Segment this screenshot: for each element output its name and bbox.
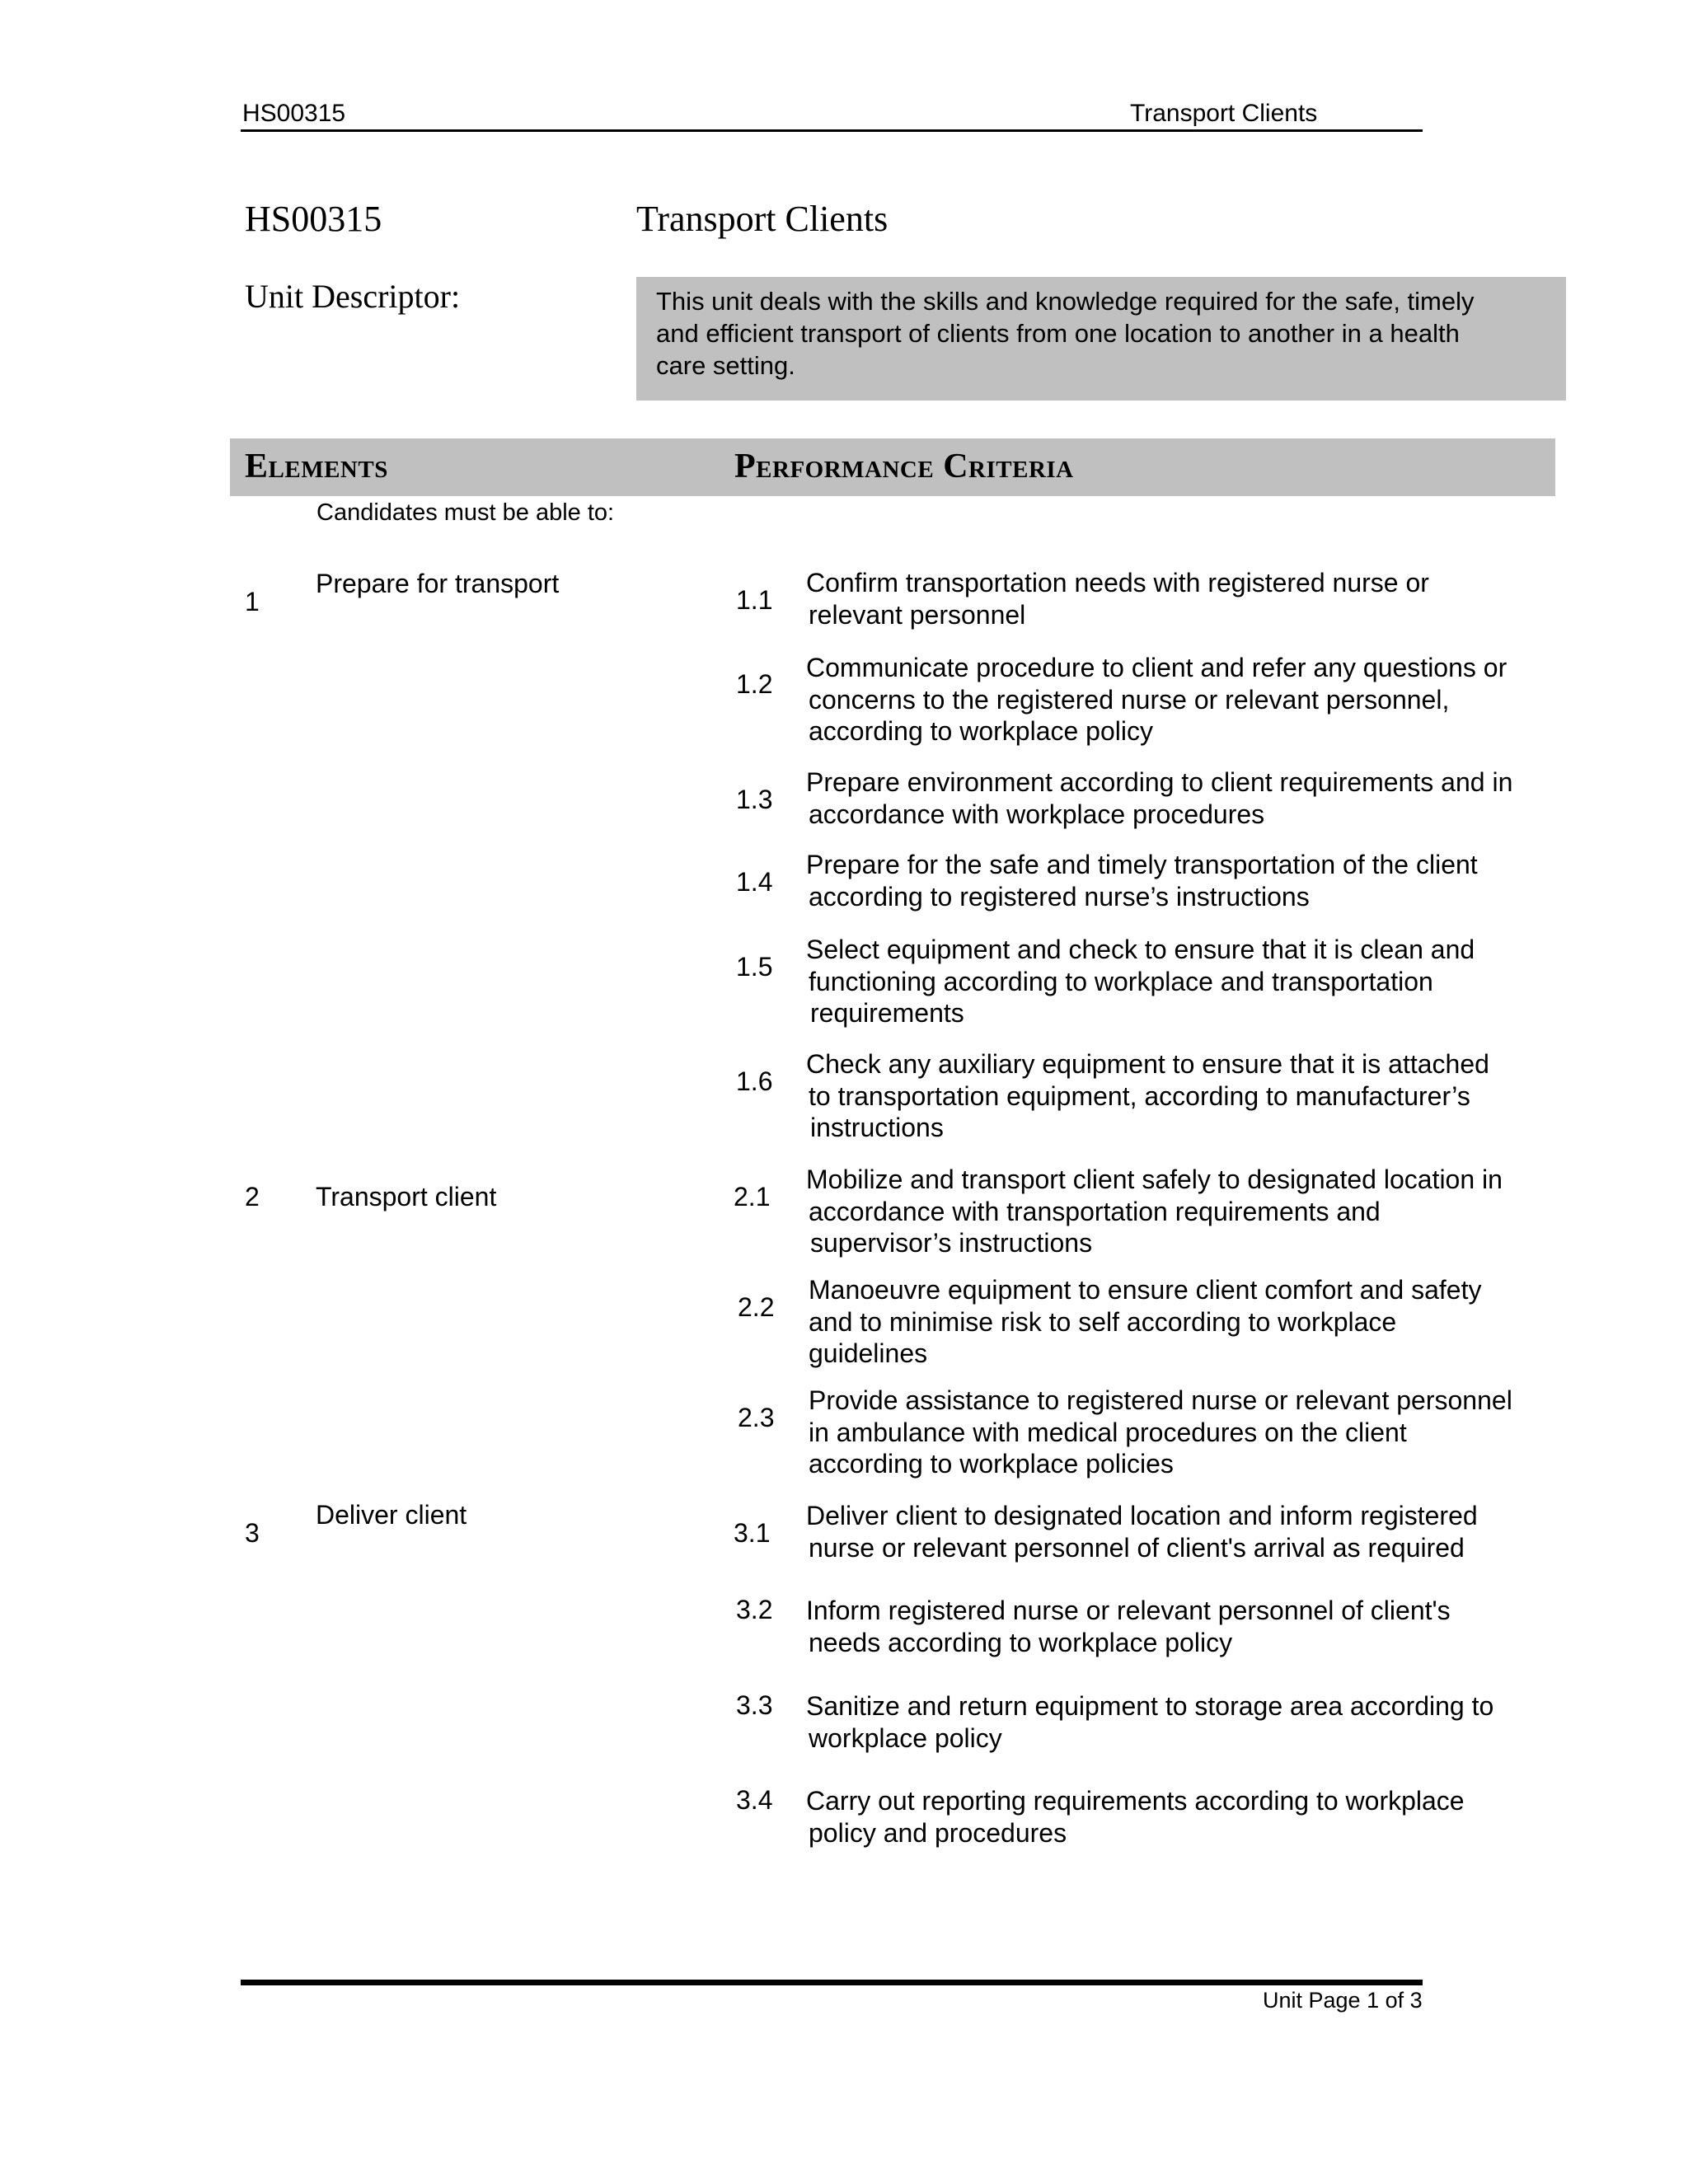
criterion-line: and to minimise risk to self according to workplace bbox=[809, 1306, 1397, 1337]
criterion-number: 2.2 bbox=[738, 1292, 775, 1322]
page-number: Unit Page 1 of 3 bbox=[1263, 1988, 1423, 2013]
criterion-line: Manoeuvre equipment to ensure client comfort and safety bbox=[809, 1275, 1482, 1305]
element-label: Deliver client bbox=[316, 1500, 467, 1530]
criterion-line: relevant personnel bbox=[809, 599, 1026, 630]
criterion-text bbox=[806, 934, 1548, 1029]
elements-heading: Elements bbox=[245, 448, 388, 485]
unit-descriptor-text bbox=[656, 285, 1554, 382]
criterion-number: 3.2 bbox=[736, 1595, 773, 1624]
criterion-text bbox=[806, 567, 1548, 630]
criterion-text bbox=[806, 1500, 1548, 1563]
criterion-number: 1.1 bbox=[736, 585, 773, 615]
criterion-line: in ambulance with medical procedures on the client bbox=[809, 1417, 1407, 1447]
table-header bbox=[230, 438, 1555, 496]
criterion-line: Carry out reporting requirements according to workplace bbox=[806, 1786, 1465, 1816]
descriptor-line: and efficient transport of clients from one location to another in a health bbox=[656, 319, 1460, 348]
unit-descriptor-label: Unit Descriptor: bbox=[245, 278, 461, 315]
element-number: 3 bbox=[245, 1518, 260, 1548]
criterion-line: accordance with workplace procedures bbox=[809, 799, 1265, 829]
criterion-line: Select equipment and check to ensure that it is clean and bbox=[806, 935, 1475, 964]
footer-rule bbox=[241, 1980, 1423, 1985]
criterion-text bbox=[806, 766, 1548, 830]
criterion-line: Communicate procedure to client and refer any questions or bbox=[806, 653, 1507, 682]
running-header-title: Transport Clients bbox=[1130, 100, 1318, 127]
criterion-line: requirements bbox=[810, 998, 964, 1028]
criterion-line: supervisor’s instructions bbox=[810, 1228, 1093, 1258]
criterion-line: Provide assistance to registered nurse or relevant personnel bbox=[809, 1385, 1512, 1415]
element-number: 1 bbox=[245, 587, 260, 616]
criterion-line: needs according to workplace policy bbox=[809, 1627, 1233, 1657]
criterion-line: Inform registered nurse or relevant personnel of client's bbox=[806, 1596, 1451, 1625]
element-label: Transport client bbox=[316, 1182, 497, 1212]
criterion-text bbox=[806, 1048, 1548, 1144]
criterion-number: 1.6 bbox=[736, 1066, 773, 1096]
criterion-line: accordance with transportation requirements and bbox=[809, 1196, 1381, 1226]
criterion-line: Prepare environment according to client requirements and in bbox=[806, 767, 1513, 797]
criterion-number: 1.5 bbox=[736, 952, 773, 982]
criterion-line: Deliver client to designated location and inform registered bbox=[806, 1501, 1478, 1530]
criterion-number: 1.3 bbox=[736, 785, 773, 814]
running-header bbox=[241, 96, 1423, 132]
criterion-number: 3.1 bbox=[734, 1518, 771, 1548]
descriptor-line: This unit deals with the skills and knowledge required for the safe, timely bbox=[656, 287, 1475, 316]
running-header-code: HS00315 bbox=[242, 100, 346, 127]
criterion-text bbox=[806, 1785, 1548, 1849]
criterion-text bbox=[806, 1595, 1548, 1658]
criterion-line: concerns to the registered nurse or relevant personnel, bbox=[809, 684, 1450, 715]
element-label: Prepare for transport bbox=[316, 569, 560, 598]
criterion-line: Sanitize and return equipment to storage area according to bbox=[806, 1691, 1494, 1721]
criterion-number: 2.1 bbox=[734, 1182, 771, 1212]
descriptor-line: care setting. bbox=[656, 351, 795, 380]
unit-title: Transport Clients bbox=[636, 199, 889, 239]
criterion-number: 1.2 bbox=[736, 669, 773, 699]
criterion-line: according to workplace policy bbox=[809, 716, 1153, 746]
criterion-number: 2.3 bbox=[738, 1403, 775, 1432]
criterion-line: workplace policy bbox=[809, 1722, 1002, 1753]
criterion-number: 3.4 bbox=[736, 1785, 773, 1815]
criterion-number: 1.4 bbox=[736, 867, 773, 897]
criterion-text bbox=[809, 1385, 1550, 1480]
criterion-line: according to registered nurse’s instructions bbox=[809, 881, 1310, 912]
unit-descriptor-box bbox=[636, 277, 1566, 401]
criterion-line: Check any auxiliary equipment to ensure that it is attached bbox=[806, 1049, 1489, 1079]
criterion-line: policy and procedures bbox=[809, 1817, 1067, 1848]
element-number: 2 bbox=[245, 1182, 260, 1212]
criterion-line: instructions bbox=[810, 1113, 944, 1142]
criterion-text bbox=[806, 1164, 1548, 1259]
criterion-line: Confirm transportation needs with registered nurse or bbox=[806, 568, 1429, 598]
criterion-line: functioning according to workplace and transportation bbox=[809, 966, 1433, 996]
criterion-line: nurse or relevant personnel of client's arrival as required bbox=[809, 1532, 1465, 1563]
criterion-line: to transportation equipment, according to manufacturer’s bbox=[809, 1080, 1470, 1111]
criterion-line: Mobilize and transport client safely to designated location in bbox=[806, 1165, 1503, 1194]
performance-criteria-heading: Performance Criteria bbox=[734, 448, 1074, 485]
criterion-line: according to workplace policies bbox=[809, 1449, 1174, 1479]
unit-code: HS00315 bbox=[245, 199, 382, 239]
criterion-line: guidelines bbox=[809, 1338, 928, 1368]
criterion-text bbox=[809, 1274, 1550, 1370]
criterion-text bbox=[806, 1690, 1548, 1754]
criterion-number: 3.3 bbox=[736, 1690, 773, 1720]
criterion-line: Prepare for the safe and timely transportation of the client bbox=[806, 850, 1478, 879]
criterion-text bbox=[806, 849, 1548, 912]
criterion-text bbox=[806, 652, 1548, 748]
candidates-note: Candidates must be able to: bbox=[316, 499, 615, 526]
